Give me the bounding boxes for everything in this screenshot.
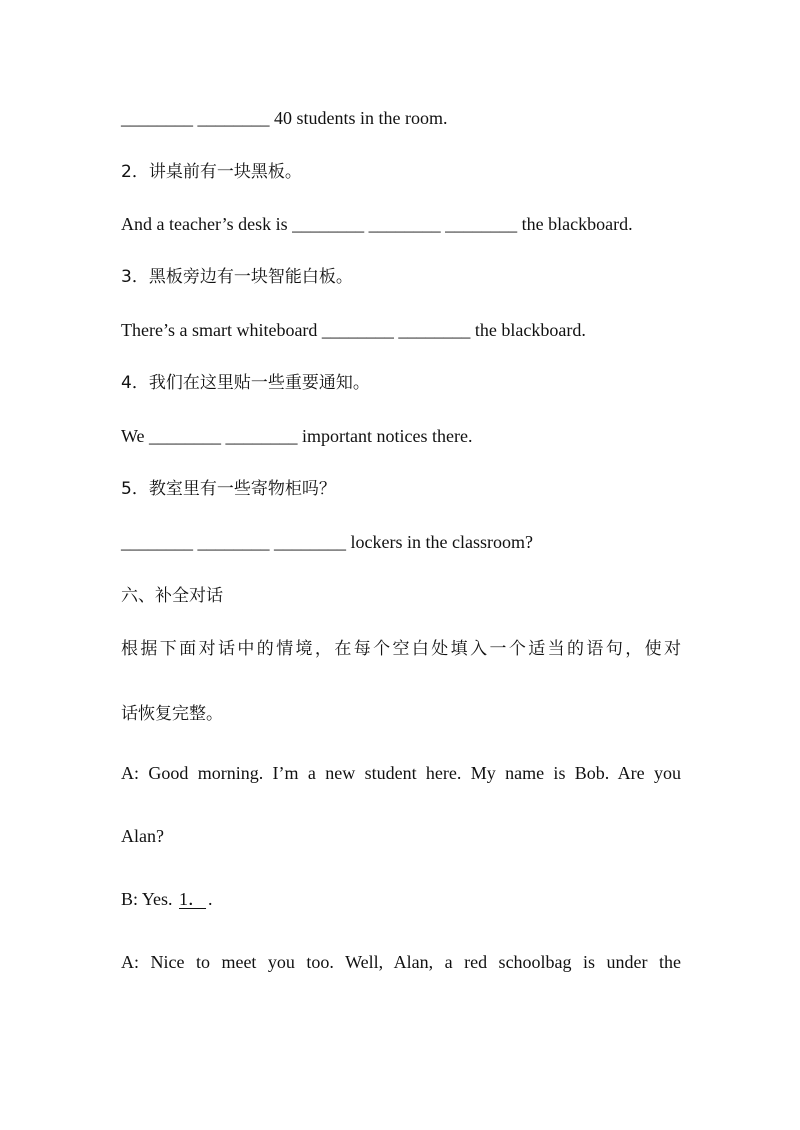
section-instructions: 根据下面对话中的情境，在每个空白处填入一个适当的语句，使对 (121, 639, 681, 659)
q4-sentence: We ________ ________ important notices there. (121, 426, 473, 446)
q2-sentence: And a teacher’s desk is ________ ________ ________ the blackboard. (121, 214, 633, 234)
dialog-line-a2: A: Nice to meet you too. Well, Alan, a red schoolbag is under the (121, 952, 681, 972)
q2-prompt: 2．讲桌前有一块黑板。 (121, 162, 302, 182)
q5-sentence: ________ ________ ________ lockers in the classroom? (121, 532, 533, 552)
q3-sentence: There’s a smart whiteboard ________ ________ the blackboard. (121, 320, 586, 340)
q3-prompt: 3．黑板旁边有一块智能白板。 (121, 267, 353, 287)
dialog-b-suffix: . (208, 889, 213, 909)
dialog-b-prefix: B: Yes. (121, 889, 178, 909)
q1-sentence: ________ ________ 40 students in the room. (121, 108, 448, 128)
dialog-line-b1 (121, 887, 681, 911)
dialog-line-a1: A: Good morning. I’m a new student here. My name is Bob. Are you (121, 763, 681, 783)
q4-prompt: 4．我们在这里贴一些重要通知。 (121, 373, 370, 393)
section-heading: 六、补全对话 (121, 586, 223, 606)
section-instructions-continued: 话恢复完整。 (121, 704, 223, 724)
dialog-line-a1-continued: Alan? (121, 826, 164, 846)
q5-prompt: 5．教室里有一些寄物柜吗？ (121, 479, 336, 499)
answer-blank-1: 1． (179, 889, 207, 909)
